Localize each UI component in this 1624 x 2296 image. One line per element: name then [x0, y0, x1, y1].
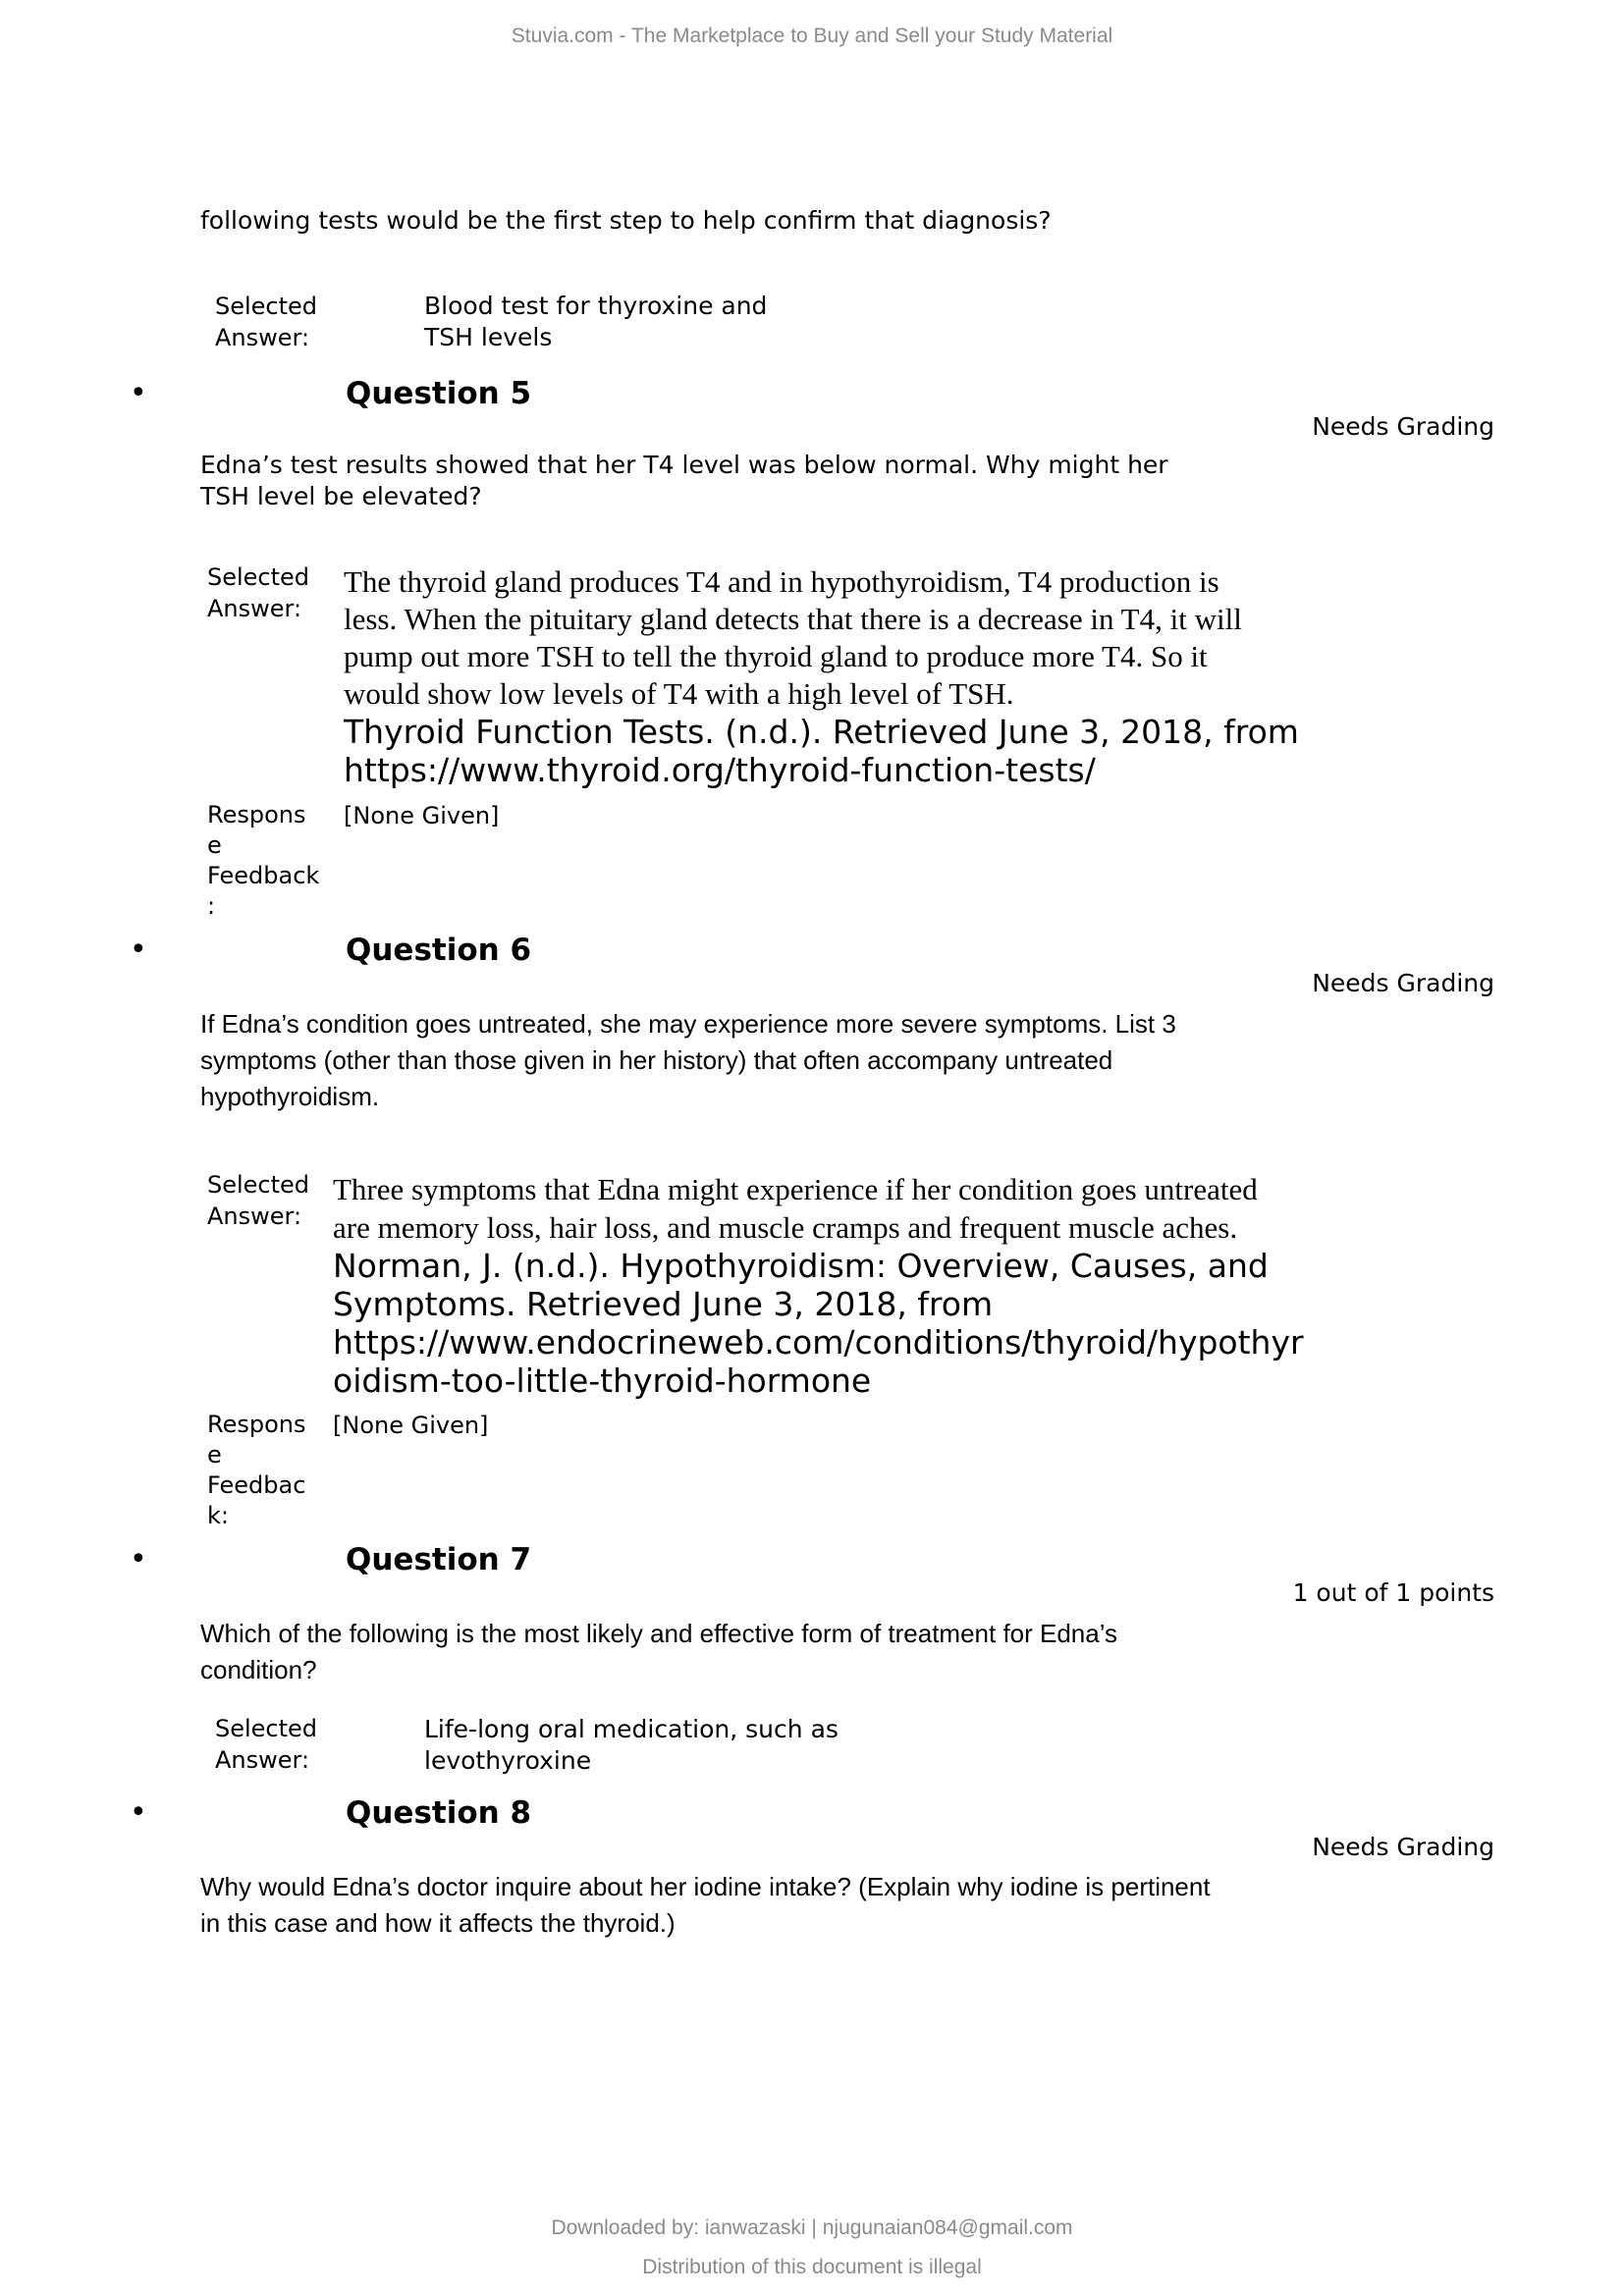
label-line: Respons	[207, 801, 306, 828]
selected-answer-label	[207, 561, 309, 624]
question-text: following tests would be the first step to help confirm that diagnosis?	[200, 206, 1052, 235]
question-title: Question 7	[346, 1542, 532, 1577]
answer-line: Three symptoms that Edna might experience if her condition goes untreated	[333, 1172, 1258, 1206]
citation-line: https://www.endocrineweb.com/conditions/thyroid/hypothyr	[333, 1323, 1304, 1362]
label-line: Selected	[215, 1715, 318, 1742]
citation-line: Thyroid Function Tests. (n.d.). Retrieved June 3, 2018, from	[344, 713, 1299, 751]
answer-line: pump out more TSH to tell the thyroid gland to produce more T4. So it	[344, 639, 1208, 673]
answer-line: less. When the pituitary gland detects that there is a decrease in T4, it will	[344, 602, 1242, 636]
question-title: Question 8	[346, 1795, 532, 1831]
text-line: Which of the following is the most likely and effective form of treatment for Edna’s	[200, 1619, 1118, 1648]
response-feedback: [None Given]	[344, 802, 500, 829]
bullet-icon: •	[130, 1795, 147, 1830]
question-text	[200, 450, 1168, 512]
response-feedback: [None Given]	[333, 1412, 489, 1439]
text-line: Why would Edna’s doctor inquire about her iodine intake? (Explain why iodine is pertinent	[200, 1872, 1211, 1901]
selected-answer-label	[215, 1713, 317, 1776]
points-status: 1 out of 1 points	[1292, 1578, 1494, 1607]
answer-line: The thyroid gland produces T4 and in hypothyroidism, T4 production is	[344, 564, 1219, 599]
answer-line: would show low levels of T4 with a high level of TSH.	[344, 676, 1014, 711]
label-line: Answer:	[215, 324, 310, 351]
label-line: Feedbac	[207, 1471, 306, 1499]
footer-downloaded-by: Downloaded by: ianwazaski | njugunaian084@gmail.com	[551, 2216, 1073, 2239]
question-text	[200, 1869, 1211, 1942]
answer-line: are memory loss, hair loss, and muscle cramps and frequent muscle aches.	[333, 1210, 1238, 1245]
label-line: Answer:	[207, 1202, 302, 1230]
selected-answer	[344, 563, 1299, 789]
label-line: Answer:	[207, 595, 302, 622]
answer-line: TSH levels	[424, 323, 553, 351]
text-line: condition?	[200, 1655, 317, 1684]
grading-status: Needs Grading	[1312, 412, 1494, 441]
answer-line: levothyroxine	[424, 1746, 592, 1775]
question-title: Question 6	[346, 933, 532, 968]
question-text	[200, 1616, 1117, 1688]
label-line: e	[207, 831, 222, 859]
label-line: k:	[207, 1502, 229, 1529]
label-line: Selected	[207, 1171, 310, 1199]
label-line: e	[207, 1441, 222, 1468]
question-text	[200, 1006, 1176, 1115]
answer-line: Blood test for thyroxine and	[424, 292, 768, 320]
bullet-icon: •	[130, 376, 147, 410]
label-line: Feedback	[207, 862, 320, 889]
footer-distribution-notice: Distribution of this document is illegal	[642, 2256, 982, 2278]
label-line: Selected	[215, 293, 318, 320]
grading-status: Needs Grading	[1312, 1833, 1494, 1861]
page-header: Stuvia.com - The Marketplace to Buy and Sell your Study Material	[511, 25, 1113, 47]
question-title: Question 5	[346, 376, 532, 411]
selected-answer	[333, 1170, 1304, 1400]
label-line: Answer:	[215, 1746, 310, 1774]
grading-status: Needs Grading	[1312, 969, 1494, 997]
text-line: in this case and how it affects the thyroid.)	[200, 1908, 676, 1938]
text-line: Edna’s test results showed that her T4 level was below normal. Why might her	[200, 451, 1168, 479]
selected-answer-label	[215, 291, 317, 353]
text-line: TSH level be elevated?	[200, 482, 482, 510]
citation-line: oidism-too-little-thyroid-hormone	[333, 1362, 872, 1400]
citation-line: Symptoms. Retrieved June 3, 2018, from	[333, 1285, 994, 1323]
text-line: hypothyroidism.	[200, 1082, 380, 1111]
selected-answer	[424, 291, 767, 353]
label-line: Respons	[207, 1411, 306, 1438]
bullet-icon: •	[130, 1542, 147, 1576]
answer-line: Life-long oral medication, such as	[424, 1715, 839, 1743]
label-line: Selected	[207, 563, 310, 591]
bullet-icon: •	[130, 933, 147, 967]
label-line: :	[207, 892, 216, 920]
citation-line: Norman, J. (n.d.). Hypothyroidism: Overview, Causes, and	[333, 1247, 1269, 1285]
response-feedback-label	[207, 1410, 306, 1531]
selected-answer	[424, 1714, 839, 1777]
citation-line: https://www.thyroid.org/thyroid-function-tests/	[344, 751, 1096, 789]
text-line: symptoms (other than those given in her history) that often accompany untreated	[200, 1045, 1113, 1075]
text-line: If Edna’s condition goes untreated, she may experience more severe symptoms. List 3	[200, 1009, 1176, 1039]
selected-answer-label	[207, 1169, 309, 1232]
response-feedback-label	[207, 800, 319, 922]
